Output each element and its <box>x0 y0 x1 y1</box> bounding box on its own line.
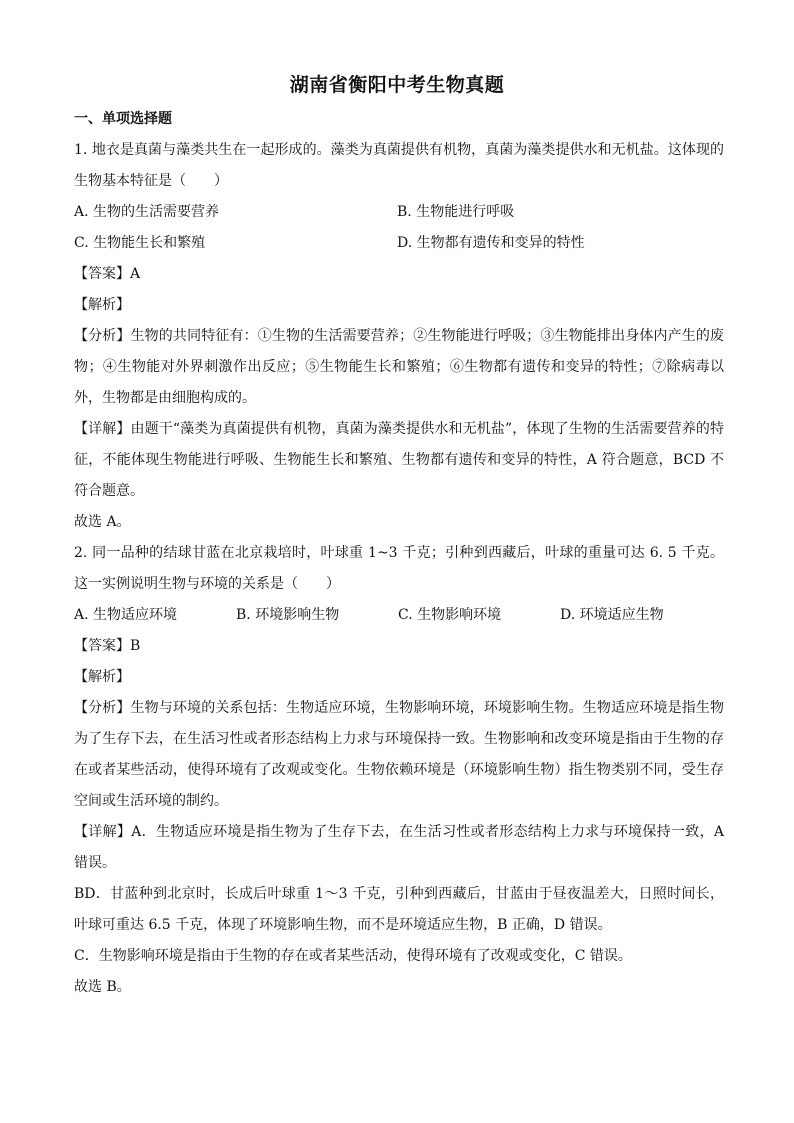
question-1-explanation: 【详解】由题干“藻类为真菌提供有机物，真菌为藻类提供水和无机盐”，体现了生物的生活需要营养的特征，不能体现生物能进行呼吸、生物能生长和繁殖、生物都有遗传和变异的特性，A 符合题意，BCD 不符合题意。 <box>74 421 724 499</box>
question-1-option-b: B. 生物能进行呼吸 <box>397 204 515 220</box>
question-2-option-d: D. 环境适应生物 <box>560 607 664 623</box>
question-2-analysis: 【分析】生物与环境的关系包括：生物适应环境，生物影响环境，环境影响生物。生物适应环境是指生物为了生存下去，在生活习性或者形态结构上力求与环境保持一致。生物影响和改变环境是指由于生物的存在或者某些活动，使得环境有了改观或变化。生物依赖环境是（环境影响生物）指生物类别不同，受生存空间或生活环境的制约。 <box>74 700 724 809</box>
document-body <box>74 104 724 1003</box>
question-2-option-a: A. 生物适应环境 <box>74 607 178 623</box>
question-1-answer: 【答案】A <box>74 266 141 282</box>
question-1-option-d: D. 生物都有遗传和变异的特性 <box>397 235 585 251</box>
section-heading: 一、单项选择题 <box>74 111 172 127</box>
question-2-explanation-bd: BD．甘蓝种到北京时，长成后叶球重 1～3 千克，引种到西藏后，甘蓝由于昼夜温差大，日照时间长，叶球可重达 6.5 千克，体现了环境影响生物，而不是环境适应生物，B 正确，D 错误。 <box>74 886 724 933</box>
page-title: 湖南省衡阳中考生物真题 <box>289 74 505 96</box>
question-2-stem: 2. 同一品种的结球甘蓝在北京栽培时，叶球重 1~3 千克；引种到西藏后，叶球的重量可达 6. 5 千克。这一实例说明生物与环境的关系是（ ） <box>74 545 724 592</box>
question-2 <box>74 538 724 1003</box>
question-1-option-c: C. 生物能生长和繁殖 <box>74 235 206 251</box>
question-1-analysis-label: 【解析】 <box>74 297 130 313</box>
question-2-option-b: B. 环境影响生物 <box>236 607 340 623</box>
question-1-stem: 1. 地衣是真菌与藻类共生在一起形成的。藻类为真菌提供有机物，真菌为藻类提供水和无机盐。这体现的生物基本特征是（ ） <box>74 142 724 189</box>
question-2-conclusion: 故选 B。 <box>74 979 131 995</box>
question-2-explanation-a: 【详解】A．生物适应环境是指生物为了生存下去，在生活习性或者形态结构上力求与环境保持一致，A 错误。 <box>74 824 724 871</box>
question-1-options-row-2 <box>74 228 724 259</box>
question-2-options-row <box>74 600 724 631</box>
question-1-option-a: A. 生物的生活需要营养 <box>74 204 220 220</box>
question-1-conclusion: 故选 A。 <box>74 514 131 530</box>
question-1-options-row-1 <box>74 197 724 228</box>
question-1 <box>74 135 724 538</box>
question-2-answer: 【答案】B <box>74 638 141 654</box>
question-2-explanation-c: C．生物影响环境是指由于生物的存在或者某些活动，使得环境有了改观或变化，C 错误。 <box>74 948 632 964</box>
question-2-analysis-label: 【解析】 <box>74 669 130 685</box>
question-1-analysis: 【分析】生物的共同特征有：①生物的生活需要营养；②生物能进行呼吸；③生物能排出身体内产生的废物；④生物能对外界刺激作出反应；⑤生物能生长和繁殖；⑥生物都有遗传和变异的特性；⑦除病毒以外，生物都是由细胞构成的。 <box>74 328 724 406</box>
question-2-option-c: C. 生物影响环境 <box>398 607 502 623</box>
